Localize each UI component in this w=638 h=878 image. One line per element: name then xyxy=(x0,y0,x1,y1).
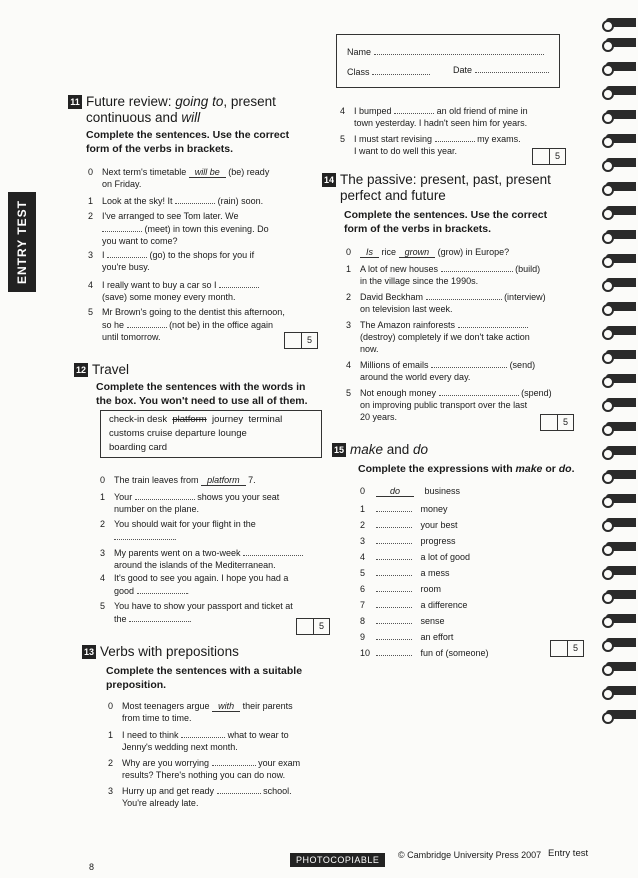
s15-item-10: 10 fun of (someone) xyxy=(360,648,489,658)
s14-item-1: 1 A lot of new houses (build) in the village since the 1990s. xyxy=(346,264,541,286)
s11-blank-4[interactable] xyxy=(219,278,259,288)
s15-blank-3[interactable] xyxy=(376,534,412,544)
s15-blank-7[interactable] xyxy=(376,598,412,608)
s11-item-0: 0 Next term's timetable will be (be) ready on Friday. xyxy=(88,167,270,189)
s14-blank-4[interactable] xyxy=(431,358,507,368)
s13-item-2: 2 Why are you worrying your exam results? There's nothing you can do now. xyxy=(108,758,301,780)
s15-item-2: 2 your best xyxy=(360,520,458,530)
s15-blank-4[interactable] xyxy=(376,550,412,560)
s15-blank-2[interactable] xyxy=(376,518,412,528)
s15-blank-1[interactable] xyxy=(376,502,412,512)
s11-item-1: 1 Look at the sky! It (rain) soon. xyxy=(88,196,264,206)
s11-blank-5[interactable] xyxy=(127,318,167,328)
s14-blank-1[interactable] xyxy=(441,262,513,272)
s13-item-0: 0 Most teenagers argue with their parents from time to time. xyxy=(108,701,293,723)
class-field-row[interactable]: Class xyxy=(347,67,430,77)
section-13-title: 13 Verbs with prepositions xyxy=(83,644,239,659)
s13-blank-2[interactable] xyxy=(212,756,256,766)
page-number: 8 xyxy=(89,862,95,872)
photocopiable-label: PHOTOCOPIABLE xyxy=(290,853,385,867)
copyright-text: © Cambridge University Press 2007 xyxy=(398,850,542,860)
s15-blank-10[interactable] xyxy=(376,646,412,656)
section-14-instructions: Complete the sentences. Use the correct form of the verbs in brackets. xyxy=(344,209,548,235)
s15-blank-8[interactable] xyxy=(376,614,412,624)
s14-item-4: 4 Millions of emails (send) around the world every day. xyxy=(346,360,536,382)
s12-blank-2[interactable] xyxy=(114,530,174,540)
s12-item-5: 5 You have to show your passport and ticket at the . xyxy=(100,601,293,624)
s13-blank-3[interactable] xyxy=(217,784,261,794)
date-field-row[interactable]: Date xyxy=(453,65,549,75)
s14-blank-5[interactable] xyxy=(439,386,519,396)
section-12-instructions: Complete the sentences with the words in the box. You won't need to use all of them. xyxy=(96,381,308,407)
section-13-instructions: Complete the sentences with a suitable preposition. xyxy=(106,665,303,691)
section-14-title: 14 The passive: present, past, present perfect and future xyxy=(323,172,551,203)
s15-item-4: 4 a lot of good xyxy=(360,552,471,562)
s15-item-5: 5 a mess xyxy=(360,568,450,578)
s15-blank-5[interactable] xyxy=(376,566,412,576)
s12-item-2: 2 You should wait for your flight in the . xyxy=(100,519,256,542)
s11-blank-4b[interactable] xyxy=(394,104,434,114)
s15-item-3: 3 progress xyxy=(360,536,456,546)
s11-blank-1[interactable] xyxy=(175,194,215,204)
s15-item-1: 1 money xyxy=(360,504,448,514)
s14-item-5: 5 Not enough money (spend) on improving public transport over the last 20 years. xyxy=(346,388,552,422)
name-class-date-box xyxy=(336,34,560,88)
section-15-title: 15 make and do xyxy=(333,442,429,457)
s11-score-box: 5 xyxy=(284,332,318,349)
s15-item-7: 7 a difference xyxy=(360,600,468,610)
side-tab-label: ENTRY TEST xyxy=(15,199,29,285)
s15-blank-9[interactable] xyxy=(376,630,412,640)
s14-item-3: 3 The Amazon rainforests (destroy) completely if we don't take action now. xyxy=(346,320,530,354)
section-11-instructions: Complete the sentences. Use the correct form of the verbs in brackets. xyxy=(86,129,290,155)
word-box: check-in desk platform journey terminal customs cruise departure lounge boarding card xyxy=(100,410,322,458)
s11-blank-2[interactable] xyxy=(102,222,142,232)
section-11-title: 11 Future review: going to, present continuous and will xyxy=(68,94,276,126)
s13-item-3: 3 Hurry up and get ready school. You're already late. xyxy=(108,786,292,808)
s11-item-4: 4 I really want to buy a car so I (save) some money every month. xyxy=(88,278,259,303)
s11-item-3: 3 I (go) to the shops for you if you're busy. xyxy=(88,250,255,272)
s13-item-1: 1 I need to think what to wear to Jenny's wedding next month. xyxy=(108,730,289,752)
s12-item-1: 1 Your shows you your seat number on the plane. xyxy=(100,492,280,514)
spiral-binding xyxy=(598,0,638,878)
s14-score-box: 5 xyxy=(540,414,574,431)
s11-item-5b: 5 I must start revising my exams. I want to do well this year. xyxy=(340,134,521,156)
s11-blank-5b[interactable] xyxy=(435,132,475,142)
name-field-row[interactable]: Name xyxy=(347,47,544,57)
s14-blank-2[interactable] xyxy=(426,290,502,300)
s14-item-0: 0 Is rice grown (grow) in Europe? xyxy=(346,247,510,257)
s12-item-3: 3 My parents went on a two-week around the islands of the Mediterranean. xyxy=(100,546,303,571)
s12-blank-5[interactable] xyxy=(129,612,189,622)
s11-cont-score-box: 5 xyxy=(532,148,566,165)
s12-blank-3[interactable] xyxy=(243,546,303,556)
s11-item-2: 2 I've arranged to see Tom later. We (meet) in town this evening. Do you want to come? xyxy=(88,211,269,246)
s11-item-5: 5 Mr Brown's going to the dentist this afternoon, so he (not be) in the office again until tomorrow. xyxy=(88,307,285,342)
entry-test-tab xyxy=(8,192,36,292)
s15-score-box: 5 xyxy=(550,640,584,657)
s15-item-6: 6 room xyxy=(360,584,442,594)
s15-blank-6[interactable] xyxy=(376,582,412,592)
footer-entry-test: Entry test xyxy=(548,848,589,859)
section-15-instructions: Complete the expressions with make or do. xyxy=(358,463,575,475)
s12-score-box: 5 xyxy=(296,618,330,635)
s11-blank-3[interactable] xyxy=(107,248,147,258)
s15-item-0: 0 do business xyxy=(360,486,461,496)
s15-item-8: 8 sense xyxy=(360,616,445,626)
s12-blank-1[interactable] xyxy=(135,490,195,500)
s13-blank-1[interactable] xyxy=(181,728,225,738)
s15-item-9: 9 an effort xyxy=(360,632,454,642)
s12-item-4: 4 It's good to see you again. I hope you had a good . xyxy=(100,573,289,596)
s11-item-4b: 4 I bumped an old friend of mine in town yesterday. I hadn't seen him for years. xyxy=(340,106,528,128)
s14-item-2: 2 David Beckham (interview) on television last week. xyxy=(346,292,546,314)
s12-blank-4[interactable] xyxy=(137,584,187,594)
s14-blank-3[interactable] xyxy=(458,318,528,328)
s12-item-0: 0 The train leaves from platform 7. xyxy=(100,475,256,485)
section-12-title: 12 Travel xyxy=(75,362,130,377)
